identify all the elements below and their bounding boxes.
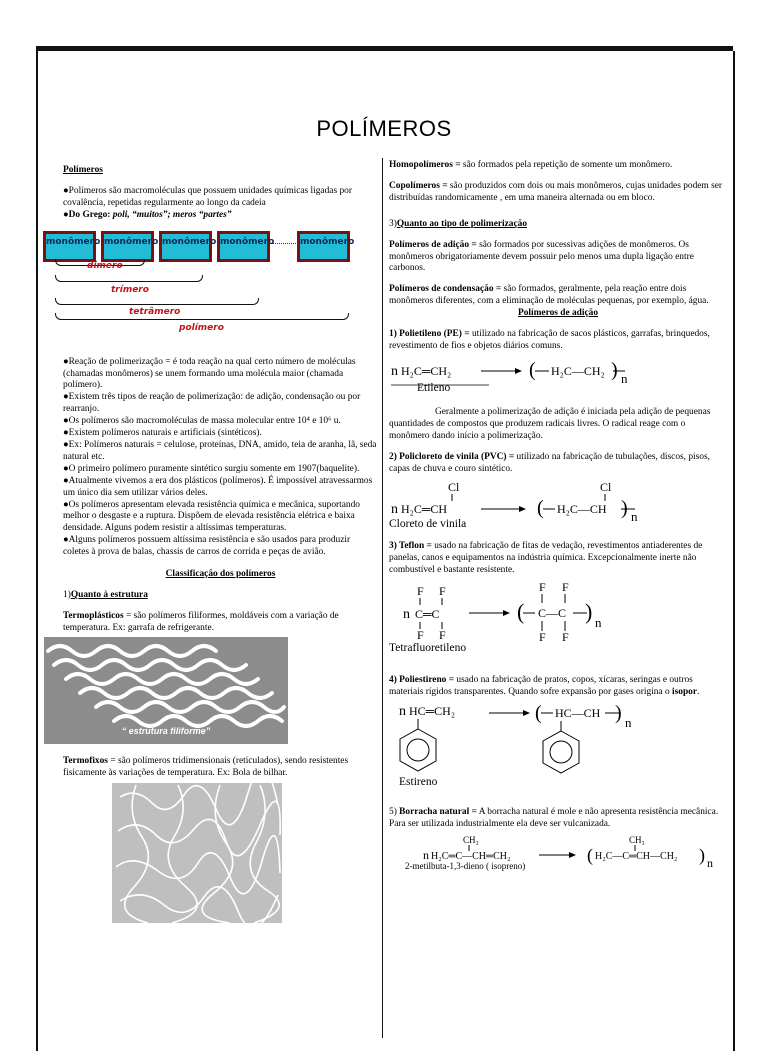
svg-text:(: (	[517, 599, 525, 625]
svg-text:): )	[615, 701, 622, 724]
svg-text:Cl: Cl	[600, 480, 612, 495]
ellipsis-dots	[272, 243, 296, 244]
isoprene-reaction	[389, 831, 727, 871]
svg-text:H₂C═CH: H₂C═CH	[401, 502, 448, 517]
trimer-brace	[55, 275, 203, 282]
svg-text:H₂C—CH₂: H₂C—CH₂	[551, 363, 605, 378]
svg-text:F: F	[417, 584, 424, 599]
adicao-paragraph: Polímeros de adição = são formados por sucessivas adições de monômeros. Os monômeros obrigatoriamente devem possuir pelo menos uma dupla ligação entre carbonos.	[389, 239, 694, 274]
polymer-brace	[55, 313, 349, 320]
monomer-box: monômero	[297, 231, 350, 262]
pvc-reaction	[389, 475, 727, 533]
intro-text: ●Polímeros são macromoléculas que possuem unidades químicas ligadas por covalência, repetidas regularmente ao longo da cadeia	[63, 185, 352, 208]
etileno-label: Etileno	[417, 381, 451, 394]
bullet-naturais: ●Existem polímeros naturais e artificiais (sintéticos).	[63, 428, 262, 439]
section-heading-polimeros: Polímeros	[63, 165, 103, 175]
teflon-reaction	[389, 577, 727, 669]
classificacao-heading: Classificação dos polímeros	[165, 569, 276, 580]
poliestireno-paragraph: 4) Poliestireno = usado na fabricação de pratos, copos, xícaras, seringas e outros materiais rígidos transparentes. Quando sofre expansão por gases origina o isopor.	[389, 675, 700, 698]
svg-text:H₂C═CH₂: H₂C═CH₂	[401, 363, 452, 378]
svg-text:F: F	[417, 628, 424, 643]
greek-line: ●Do Grego: poli, “muitos”; meros “partes”	[63, 209, 232, 220]
svg-text:H₂C—C═CH—CH₂: H₂C—C═CH—CH₂	[595, 850, 678, 862]
bullet-baquelite: ●O primeiro polímero puramente sintético surgiu somente em 1907(baquelite).	[63, 463, 360, 474]
right-column	[389, 160, 727, 871]
monomer-box: monômero	[43, 231, 96, 262]
left-column	[46, 165, 378, 923]
pvc-paragraph: 2) Policloreto de vinila (PVC) = utilizado na fabricação de tubulações, discos, pisos, capas de chuva e couro sintético.	[389, 451, 710, 474]
svg-text:n: n	[423, 847, 429, 862]
estireno-label: Estireno	[399, 775, 438, 788]
svg-text:F: F	[562, 580, 569, 595]
bullet-reacao: ●Reação de polimerização = é toda reação na qual certo número de moléculas (chamadas monômeros) se unem formando uma molécula maior (chamada polímero).	[63, 356, 356, 391]
svg-text:n: n	[595, 615, 602, 631]
polymer-label: polímero	[179, 322, 224, 333]
svg-text:HC—CH: HC—CH	[555, 705, 601, 720]
polietileno-paragraph: 1) Polietileno (PE) = utilizado na fabricação de sacos plásticos, garrafas, brinquedos, revestimento de fios e objetos diários comuns.	[389, 329, 710, 351]
trimer-label: trímero	[111, 284, 149, 295]
estrutura-heading: Quanto à estrutura	[70, 589, 148, 600]
svg-text:HC═CH₂: HC═CH₂	[409, 703, 456, 718]
tetramer-label: tetrâmero	[129, 306, 181, 317]
svg-text:n: n	[399, 703, 406, 719]
filiform-structure-image	[44, 637, 288, 744]
svg-text:F: F	[539, 580, 546, 595]
monomer-box: monômero	[101, 231, 154, 262]
svg-text:F: F	[539, 630, 546, 645]
svg-text:n: n	[621, 370, 628, 386]
polystyrene-reaction	[389, 699, 727, 795]
svg-text:): )	[699, 844, 705, 865]
svg-text:n: n	[391, 363, 398, 379]
bullet-exemplos: ●Ex: Polímeros naturais = celulose, proteínas, DNA, amido, teia de aranha, lã, seda natural etc.	[63, 439, 377, 462]
condensacao-paragraph: Polímeros de condensação = são formados, geralmente, pela reação entre dois monômeros diferentes, com a eliminação de moléculas pequenas, por exemplo, água.	[389, 284, 709, 307]
svg-text:C═C: C═C	[415, 607, 440, 622]
bullet-resistencia: ●Os polímeros apresentam elevada resistência química e mecânica, suportando melhor o desgaste e a ruptura. Dispõem de elevada resistência elétrica e baixa densidade. Alguns podem resistir a altíssimas temperaturas.	[63, 499, 360, 534]
estrutura-number: 1)	[63, 589, 71, 600]
svg-text:n: n	[391, 502, 398, 518]
monomer-diagram	[43, 231, 383, 349]
borracha-paragraph: 5) Borracha natural = A borracha natural é mole e não apresenta resistência mecânica. Para ser utilizada industrialmente ela deve ser vulcanizada.	[389, 806, 719, 829]
svg-text:n: n	[403, 607, 410, 623]
filiform-caption: “ estrutura filiforme”	[121, 725, 211, 736]
svg-text:H₂C═C—CH═CH₂: H₂C═C—CH═CH₂	[431, 850, 511, 862]
bullet-massa: ●Os polímeros são macromoléculas de massa molecular entre 10⁴ e 10⁶ u.	[63, 416, 341, 427]
svg-text:F: F	[562, 630, 569, 645]
dimer-label: dímero	[87, 260, 123, 271]
copolimeros-paragraph: Copolímeros = são produzidos com dois ou mais monômeros, cujas unidades podem ser distribuídas randomicamente , em uma maneira alternada ou em bloco.	[389, 180, 722, 203]
svg-text:(: (	[529, 358, 536, 381]
cloreto-label: Cloreto de vinila	[389, 518, 467, 531]
reticulated-structure-image	[112, 783, 282, 923]
svg-text:CH₃: CH₃	[463, 834, 479, 845]
svg-text:): )	[621, 497, 628, 520]
bullet-tipos: ●Existem três tipos de reação de polimerização: de adição, condensação ou por rearranjo.	[63, 392, 361, 415]
page-title: POLÍMEROS	[316, 116, 452, 141]
bullet-coletes: ●Alguns polímeros possuem altíssima resistência e são usados para produzir coletes à prova de balas, chassis de carros de corrida e peças de avião.	[63, 535, 351, 558]
monomer-box: monômero	[159, 231, 212, 262]
radicais-paragraph: Geralmente a polimerização de adição é iniciada pela adição de pequenas quantidades de compostos que produzem radicais livres. O radical reage com o monômero dando início a polimerização.	[389, 406, 711, 441]
monomer-box: monômero	[217, 231, 270, 262]
teflon-paragraph: 3) Teflon = usado na fabricação de fitas de vedação, revestimentos antiaderentes de panelas, canos e equipamentos na indústria química. Excepcionalmente inerte não combustível e bastante resistente.	[389, 541, 703, 576]
svg-text:n: n	[631, 509, 638, 525]
svg-text:F: F	[439, 584, 446, 599]
svg-text:F: F	[439, 628, 446, 643]
isopreno-label: 2-metilbuta-1,3-dieno ( isopreno)	[405, 860, 526, 871]
svg-text:): )	[611, 358, 618, 381]
svg-text:n: n	[707, 855, 713, 870]
bullet-plasticos: ●Atualmente vivemos a era dos plásticos (polímeros). É impossível atravessarmos um único dia sem utilizar vários deles.	[63, 475, 373, 498]
homopolimeros-paragraph: Homopolímeros = são formados pela repetição de somente um monômero.	[389, 160, 673, 170]
svg-text:(: (	[587, 844, 593, 865]
svg-text:(: (	[535, 701, 542, 724]
svg-text:CH₃: CH₃	[629, 834, 645, 845]
svg-text:(: (	[537, 497, 544, 520]
tetrafluoretileno-label: Tetrafluoretileno	[389, 642, 467, 655]
svg-text:n: n	[625, 714, 632, 730]
adicao-heading: Polímeros de adição	[517, 308, 599, 319]
svg-text:): )	[585, 599, 593, 625]
svg-text:C—C: C—C	[538, 606, 567, 621]
polimerizacao-heading: Quanto ao tipo de polimerização	[396, 218, 528, 229]
tetramer-brace	[55, 298, 259, 305]
svg-text:H₂C—CH: H₂C—CH	[557, 502, 607, 517]
polimerizacao-number: 3)	[389, 218, 397, 229]
polyethylene-reaction	[389, 353, 727, 399]
svg-text:Cl: Cl	[448, 480, 460, 495]
termofixos-paragraph: Termofixos = são polímeros tridimensionais (reticulados), sendo resistentes fisicamente às variações de temperatura. Ex: Bola de bilhar.	[63, 755, 349, 778]
termoplasticos-paragraph: Termoplásticos = são polímeros filiformes, moldáveis com a variação de temperatura. Ex: garrafa de refrigerante.	[63, 610, 339, 633]
